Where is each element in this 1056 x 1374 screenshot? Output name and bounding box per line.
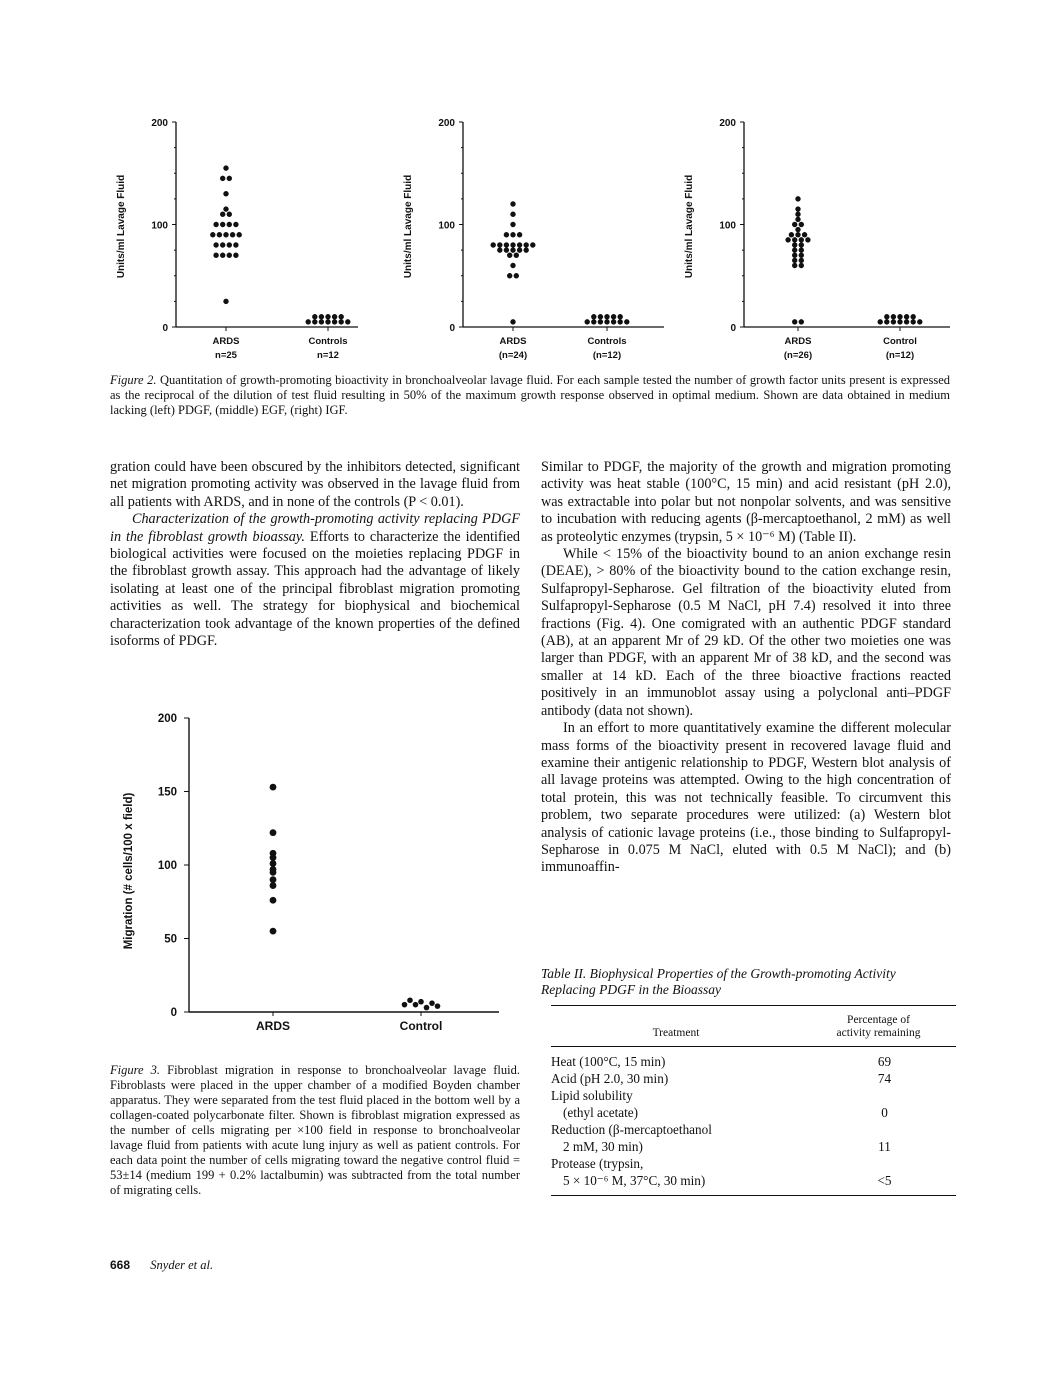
data-point (799, 222, 804, 227)
data-point (227, 242, 232, 247)
data-point (604, 314, 609, 319)
x-tick-label: ARDS (499, 336, 527, 347)
data-point (227, 222, 232, 227)
right-paragraph-3: In an effort to more quantitatively examine the different molecular mass forms of the bioactivity present in recovered lavage fluid and examine their antigenic relationship to PDGF, Western blot analysis of all lavage proteins was attempted. Owing to the high concentration of total protein, this was not technically feasible. To circumvent this problem, two separate procedures were utilized: (a) Western blot analysis of cationic lavage proteins (i.e., those binding to Sulfapropyl-Sepharose in 0.075 M NaCl, eluted with 0.5 M NaCl); and (b) immunoaffin- (541, 720, 951, 876)
data-point (210, 232, 215, 237)
data-point (217, 232, 222, 237)
data-point (789, 232, 794, 237)
y-tick-label: 0 (449, 323, 455, 334)
table-row (551, 1121, 956, 1138)
figure-3-caption (110, 1063, 520, 1198)
data-point (897, 319, 902, 324)
data-point (270, 897, 277, 904)
data-point (319, 314, 324, 319)
data-point (424, 1005, 430, 1011)
group-n-label: n=12 (317, 350, 339, 361)
treatment-cell: Protease (trypsin, (551, 1156, 644, 1171)
data-point (795, 212, 800, 217)
data-point (220, 253, 225, 258)
data-point (524, 247, 529, 252)
data-point (270, 860, 277, 867)
figure-2-panel-3 (684, 118, 950, 361)
data-point (805, 237, 810, 242)
data-point (917, 319, 922, 324)
data-point (213, 253, 218, 258)
data-point (897, 314, 902, 319)
table-2-body (551, 1053, 956, 1189)
data-point (517, 247, 522, 252)
y-tick-label: 200 (157, 713, 177, 725)
data-point (402, 1002, 408, 1008)
data-point (504, 232, 509, 237)
data-point (510, 247, 515, 252)
left-paragraph-2-text: Efforts to characterize the identified biological activities were focused on the moieties replacing PDGF in the fibroblast growth assay. This approach had the advantage of likely isolating at least one of the principal fibroblast migration promoting activities as well. The strategy for biophysical and biochemical characterization took advantage of the known properties of the defined isoforms of PDGF. (110, 528, 520, 650)
data-point (884, 319, 889, 324)
data-point (524, 242, 529, 247)
col-percentage-header (801, 1014, 956, 1040)
data-point (799, 263, 804, 268)
data-point (792, 237, 797, 242)
data-point (339, 319, 344, 324)
data-point (604, 319, 609, 324)
data-point (891, 319, 896, 324)
data-point (510, 222, 515, 227)
data-point (270, 928, 277, 935)
data-point (339, 314, 344, 319)
data-point (345, 319, 350, 324)
data-point (230, 232, 235, 237)
data-point (591, 314, 596, 319)
data-point (598, 319, 603, 324)
data-point (220, 212, 225, 217)
data-point (223, 206, 228, 211)
data-point (792, 319, 797, 324)
data-point (795, 227, 800, 232)
data-point (792, 258, 797, 263)
data-point (517, 232, 522, 237)
data-point (799, 242, 804, 247)
y-axis-label: Migration (# cells/100 x field) (123, 792, 135, 950)
figure-2-panel-2 (403, 118, 664, 361)
y-tick-label: 50 (164, 933, 177, 946)
running-authors: Snyder et al. (150, 1258, 214, 1272)
data-point (799, 258, 804, 263)
table-row (551, 1138, 956, 1155)
data-point (624, 319, 629, 324)
data-point (792, 222, 797, 227)
data-point (213, 222, 218, 227)
right-column-text (541, 459, 951, 877)
data-point (504, 247, 509, 252)
page-number: 668 (110, 1258, 131, 1272)
y-axis-label: Units/ml Lavage Fluid (403, 174, 414, 279)
data-point (510, 319, 515, 324)
data-point (270, 869, 277, 876)
y-tick-label: 200 (151, 118, 168, 129)
percentage-cell (813, 1155, 956, 1172)
data-point (799, 319, 804, 324)
figure-2-caption-text: Quantitation of growth-promoting bioactivity in bronchoalveolar lavage fluid. For each sample tested the number of growth factor units present is expressed as the reciprocal of the dilution of test fluid resulting in 50% of the maximum growth response observed in optimal medium. Shown are data obtained in medium lacking (left) PDGF, (middle) EGF, (right) IGF. (110, 373, 951, 417)
data-point (237, 232, 242, 237)
data-point (233, 222, 238, 227)
data-point (799, 247, 804, 252)
data-point (792, 247, 797, 252)
data-point (270, 829, 277, 836)
table-row (551, 1070, 956, 1087)
y-tick-label: 100 (719, 220, 736, 232)
group-n-label: (n=26) (783, 350, 813, 361)
data-point (270, 784, 277, 791)
data-point (591, 319, 596, 324)
data-point (504, 242, 509, 247)
data-point (227, 212, 232, 217)
y-tick-label: 100 (157, 860, 177, 872)
section-heading: Characterization of the growth-promoting activity replacing PDGF in the fibroblast growth bioassay. (110, 511, 520, 545)
col-treatment-header: Treatment (652, 1027, 700, 1039)
treatment-cell: 5 × 10⁻⁶ M, 37°C, 30 min) (563, 1173, 706, 1188)
data-point (418, 999, 424, 1005)
group-n-label: n=25 (215, 350, 237, 361)
data-point (407, 997, 413, 1003)
table-row (551, 1087, 956, 1104)
data-point (618, 319, 623, 324)
group-n-label: (n=12) (592, 350, 622, 361)
percentage-cell: 69 (877, 1054, 892, 1069)
data-point (802, 232, 807, 237)
treatment-cell: Reduction (β-mercaptoethanol (551, 1122, 712, 1137)
table-2-title: Table II. Biophysical Properties of the Growth-promoting Activity Replacing PDGF in the Bioassay (541, 966, 896, 997)
treatment-cell: (ethyl acetate) (563, 1105, 639, 1120)
table-2-header (551, 1014, 956, 1040)
data-point (795, 196, 800, 201)
data-point (514, 273, 519, 278)
data-point (413, 1002, 419, 1008)
data-point (233, 242, 238, 247)
col-percentage-header-line2: activity remaining (836, 1027, 921, 1039)
table-row (551, 1104, 956, 1121)
data-point (220, 176, 225, 181)
left-paragraph-1: gration could have been obscured by the inhibitors detected, significant net migration promoting activity was observed in the lavage fluid from all patients with ARDS, and in none of the controls (P < 0.01). (110, 459, 520, 510)
data-point (611, 319, 616, 324)
data-point (332, 314, 337, 319)
data-point (497, 242, 502, 247)
treatment-cell: Lipid solubility (551, 1088, 633, 1103)
data-point (213, 242, 218, 247)
data-point (312, 314, 317, 319)
data-point (223, 232, 228, 237)
data-point (510, 242, 515, 247)
percentage-cell: 0 (881, 1105, 888, 1120)
data-point (517, 242, 522, 247)
data-point (795, 232, 800, 237)
data-point (598, 314, 603, 319)
data-point (795, 206, 800, 211)
y-tick-label: 0 (170, 1007, 177, 1019)
data-point (792, 253, 797, 258)
percentage-cell (813, 1087, 956, 1104)
figure-2-caption (110, 373, 950, 418)
data-point (904, 319, 909, 324)
percentage-cell: 11 (878, 1139, 891, 1154)
y-tick-label: 150 (157, 786, 177, 799)
y-tick-label: 200 (719, 118, 736, 129)
figure-3-plot (123, 713, 499, 1033)
data-point (270, 854, 277, 861)
data-point (325, 314, 330, 319)
data-point (332, 319, 337, 324)
figure-2-caption-label: Figure 2. (110, 373, 157, 387)
treatment-cell: 2 mM, 30 min) (563, 1139, 643, 1154)
data-point (223, 299, 228, 304)
data-point (325, 319, 330, 324)
treatment-cell: Acid (pH 2.0, 30 min) (551, 1071, 669, 1086)
table-row (551, 1053, 956, 1070)
data-point (220, 242, 225, 247)
data-point (223, 191, 228, 196)
right-paragraph-1: Similar to PDGF, the majority of the growth and migration promoting activity was heat stable (100°C, 15 min) and acid resistant (pH 2.0), was extractable into polar but not nonpolar solvents, and was sensitive to incubation with reducing agents (β-mercaptoethanol, 2 mM) as well as proteolytic enzymes (trypsin, 5 × 10⁻⁶ M) (Table II). (541, 459, 951, 545)
y-axis-label: Units/ml Lavage Fluid (684, 174, 695, 279)
y-axis-label: Units/ml Lavage Fluid (116, 174, 127, 279)
percentage-cell (813, 1121, 956, 1138)
figure-3-caption-label: Figure 3. (110, 1063, 161, 1077)
data-point (799, 253, 804, 258)
data-point (510, 263, 515, 268)
data-point (514, 253, 519, 258)
percentage-cell: 74 (877, 1071, 892, 1086)
y-tick-label: 200 (438, 118, 455, 129)
y-tick-label: 100 (151, 220, 168, 232)
table-row (551, 1155, 956, 1172)
data-point (510, 232, 515, 237)
figure-2-panel-1 (116, 118, 358, 361)
data-point (220, 222, 225, 227)
x-tick-label: ARDS (255, 1019, 291, 1033)
x-tick-label: Controls (308, 336, 348, 347)
y-tick-label: 0 (730, 323, 736, 334)
y-tick-label: 0 (162, 323, 168, 334)
x-tick-label: ARDS (212, 336, 240, 347)
data-point (223, 165, 228, 170)
data-point (884, 314, 889, 319)
data-point (227, 253, 232, 258)
group-n-label: (n=12) (885, 350, 915, 361)
right-paragraph-2: While < 15% of the bioactivity bound to an anion exchange resin (DEAE), > 80% of the bioactivity bound to the cation exchange resin, Sulfapropyl-Sepharose. Gel filtration of the bioactivity eluted from Sulfapropyl-Sepharose (0.5 M NaCl, pH 7.4) resolved it into three fractions (Fig. 4). One comigrated with an authentic PDGF standard (AB), at an apparent Mr of 29 kD. Of the other two moieties one was larger than PDGF, with an apparent Mr of 38 kD, and the second was smaller at 14 kD. Each of the three bioactive fractions reacted positively in an immunoblot assay using a polyclonal anti–PDGF antibody (data not shown). (541, 546, 951, 719)
data-point (611, 314, 616, 319)
data-point (491, 242, 496, 247)
y-tick-label: 100 (438, 220, 455, 232)
data-point (878, 319, 883, 324)
data-point (911, 314, 916, 319)
data-point (227, 176, 232, 181)
treatment-cell: Heat (100°C, 15 min) (551, 1054, 666, 1069)
data-point (510, 212, 515, 217)
data-point (904, 314, 909, 319)
data-point (319, 319, 324, 324)
percentage-cell: <5 (877, 1173, 892, 1188)
data-point (312, 319, 317, 324)
table-row (551, 1172, 956, 1189)
data-point (891, 314, 896, 319)
data-point (792, 242, 797, 247)
data-point (530, 242, 535, 247)
data-point (270, 876, 277, 883)
figure-3 (100, 700, 510, 1055)
data-point (795, 217, 800, 222)
figure-3-caption-text: Fibroblast migration in response to bronchoalveolar lavage fluid. Fibroblasts were placed in the upper chamber of a modified Boyden chamber apparatus. They were separated from the test fluid placed in the bottom well by a collagen-coated polycarbonate filter. Shown is fibroblast migration expressed as the number of cells migrating per ×100 field in response to bronchoalveolar lavage fluid from patients with acute lung injury as well as patient controls. For each data point the number of cells migrating toward the negative control fluid = 53±14 (medium 199 + 0.2% lactalbumin) was subtracted from the total number of migrating cells. (110, 1063, 521, 1197)
figure-2 (0, 100, 1056, 365)
data-point (435, 1003, 441, 1009)
data-point (911, 319, 916, 324)
data-point (429, 1000, 435, 1006)
left-column-text (110, 459, 520, 650)
x-tick-label: Control (399, 1019, 443, 1033)
data-point (792, 263, 797, 268)
left-paragraph-2 (110, 511, 520, 650)
data-point (510, 201, 515, 206)
data-point (799, 237, 804, 242)
data-point (233, 253, 238, 258)
data-point (785, 237, 790, 242)
group-n-label: (n=24) (498, 350, 528, 361)
data-point (306, 319, 311, 324)
data-point (497, 247, 502, 252)
data-point (270, 882, 277, 889)
x-tick-label: Control (883, 336, 917, 347)
table-2 (551, 1005, 956, 1196)
col-percentage-header-line1: Percentage of (847, 1014, 910, 1026)
data-point (507, 253, 512, 258)
x-tick-label: ARDS (784, 336, 812, 347)
data-point (618, 314, 623, 319)
x-tick-label: Controls (587, 336, 627, 347)
page-footer (110, 1258, 213, 1273)
data-point (585, 319, 590, 324)
data-point (507, 273, 512, 278)
